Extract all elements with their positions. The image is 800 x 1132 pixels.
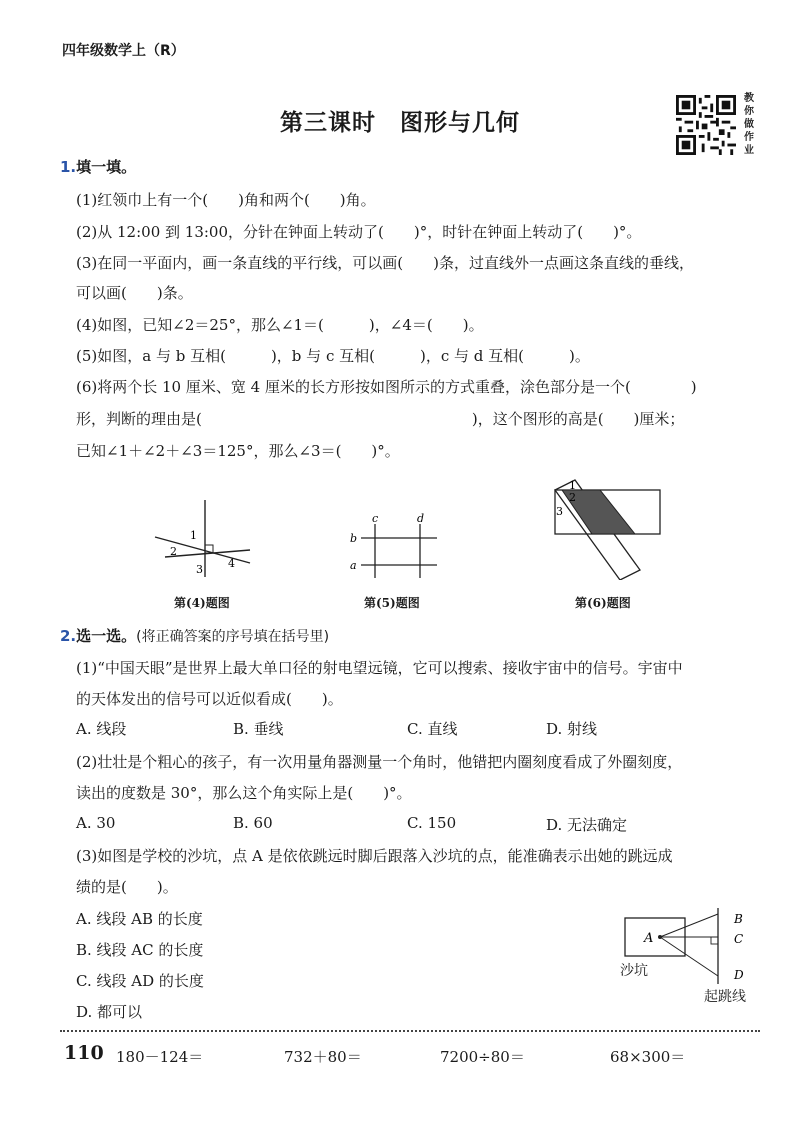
qr-code	[676, 95, 736, 155]
sandpit-label: 沙坑	[620, 963, 648, 979]
fig6-label-1: 1	[569, 479, 576, 492]
qr-caption: 教你做作业	[744, 93, 754, 156]
fig5-label-c: c	[372, 512, 379, 525]
fig5-caption: 第(5)题图	[364, 596, 420, 610]
q1-3-line1: (3)在同一平面内，画一条直线的平行线，可以画( )条，过直线外一点画这条直线的垂线，	[76, 254, 694, 272]
q1-6-line1: (6)将两个长 10 厘米、宽 4 厘米的长方形按如图所示的方式重叠，涂色部分是一个( )	[76, 378, 697, 396]
q2-2-option-a: A. 30	[76, 814, 116, 832]
sand-label-c: C	[734, 932, 744, 946]
q2-1-line1: (1)“中国天眼”是世界上最大单口径的射电望远镜，它可以搜索、接收宇宙中的信号。宇宙中	[76, 659, 683, 677]
exercise-3: 7200÷80＝	[440, 1048, 525, 1066]
q1-3-line2: 可以画( )条。	[76, 284, 193, 302]
page-number: 110	[64, 1042, 104, 1064]
q2-2-option-d: D. 无法确定	[546, 816, 628, 834]
fig4-label-3: 3	[196, 563, 203, 576]
section-2-title: 选一选。	[76, 627, 137, 645]
q1-2: (2)从 12:00 到 13:00，分针在钟面上转动了( )°，时针在钟面上转动了( )°。	[76, 223, 642, 241]
exercise-2: 732＋80＝	[284, 1048, 362, 1066]
section-2-number: 2.	[60, 627, 77, 645]
sand-label-d: D	[734, 968, 744, 982]
q1-4: (4)如图，已知∠2＝25°，那么∠1＝( )，∠4＝( )。	[76, 316, 484, 334]
section-1-title: 填一填。	[76, 158, 137, 176]
q2-3-option-d: D. 都可以	[76, 1003, 143, 1021]
grade-label: 四年级数学上（R）	[62, 43, 185, 59]
q1-6-line3: 已知∠1＋∠2＋∠3＝125°，那么∠3＝( )°。	[76, 442, 400, 460]
sand-label-b: B	[734, 912, 743, 926]
footer-divider	[60, 1030, 760, 1032]
q2-3-option-a: A. 线段 AB 的长度	[76, 910, 203, 928]
q2-2-line1: (2)壮壮是个粗心的孩子，有一次用量角器测量一个角时，他错把内圈刻度看成了外圈刻度，	[76, 753, 683, 771]
fig4-label-2: 2	[170, 545, 177, 558]
q1-1: (1)红领巾上有一个( )角和两个( )角。	[76, 191, 376, 209]
q2-3-option-c: C. 线段 AD 的长度	[76, 972, 204, 990]
q2-1-line2: 的天体发出的信号可以近似看成( )。	[76, 690, 343, 708]
q2-3-option-b: B. 线段 AC 的长度	[76, 941, 204, 959]
fig4-label-4: 4	[228, 557, 235, 570]
fig5-label-a: a	[350, 559, 357, 572]
figure-5	[345, 512, 445, 582]
q2-3-line1: (3)如图是学校的沙坑，点 A 是依依跳远时脚后跟落入沙坑的点，能准确表示出她的跳远成	[76, 847, 673, 865]
fig6-label-2: 2	[569, 491, 576, 504]
fig4-label-1: 1	[190, 529, 197, 542]
q2-1-option-d: D. 射线	[546, 720, 598, 738]
q2-1-option-c: C. 直线	[407, 720, 458, 738]
q2-2-line2: 读出的度数是 30°，那么这个角实际上是( )°。	[76, 784, 412, 802]
q2-2-option-c: C. 150	[407, 814, 457, 832]
exercise-4: 68×300＝	[610, 1048, 686, 1066]
figure-6	[540, 470, 670, 580]
fig5-label-d: d	[417, 512, 425, 525]
q2-1-option-a: A. 线段	[76, 720, 127, 738]
figure-4	[150, 495, 260, 585]
q2-3-line2: 绩的是( )。	[76, 878, 178, 896]
fig6-label-3: 3	[556, 505, 563, 518]
q2-1-option-b: B. 垂线	[233, 720, 284, 738]
section-1-heading	[60, 156, 136, 177]
sand-label-a: A	[644, 931, 654, 946]
section-2-hint: (将正确答案的序号填在括号里)	[136, 629, 330, 645]
takeoff-line-label: 起跳线	[704, 989, 746, 1005]
q1-5: (5)如图，a 与 b 互相( )，b 与 c 互相( )，c 与 d 互相( )。	[76, 347, 590, 365]
exercise-1: 180－124＝	[116, 1048, 204, 1066]
fig6-caption: 第(6)题图	[575, 596, 631, 610]
fig5-label-b: b	[350, 532, 358, 545]
section-1-number: 1.	[60, 158, 77, 176]
section-2-heading	[60, 625, 329, 646]
fig4-caption: 第(4)题图	[174, 596, 230, 610]
q2-2-option-b: B. 60	[233, 814, 273, 832]
page-title: 第三课时 图形与几何	[280, 110, 520, 136]
q1-6-line2: 形，判断的理由是( )，这个图形的高是( )厘米；	[76, 410, 685, 428]
